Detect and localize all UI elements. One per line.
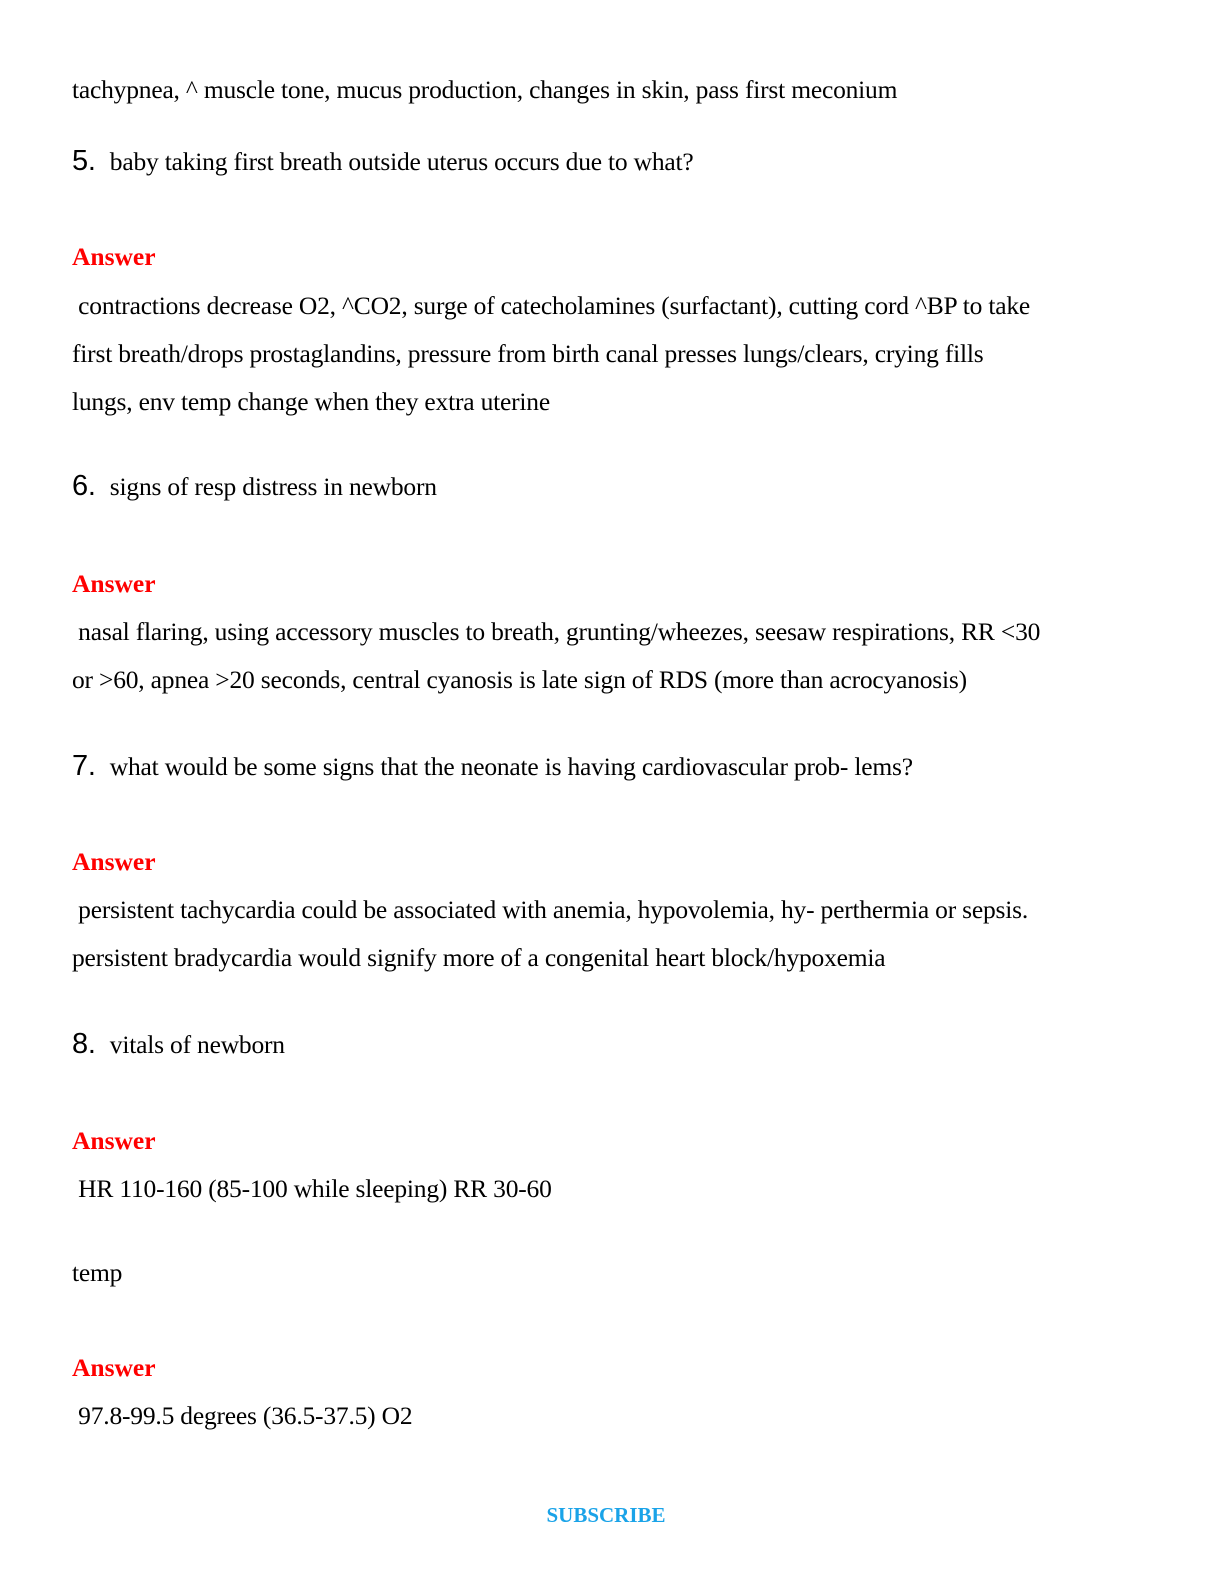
answer-text-7 bbox=[72, 886, 1152, 982]
answer-label-temp: Answer bbox=[72, 1353, 156, 1382]
question-number: 8. bbox=[72, 1028, 96, 1060]
answer-line: 97.8-99.5 degrees (36.5-37.5) O2 bbox=[72, 1401, 413, 1430]
question-text: vitals of newborn bbox=[109, 1030, 285, 1059]
answer-text-6 bbox=[72, 608, 1152, 704]
question-6 bbox=[72, 470, 437, 503]
answer-line: first breath/drops prostaglandins, pressure from birth canal presses lungs/clears, crying fills bbox=[72, 339, 984, 368]
question-number: 6. bbox=[72, 470, 96, 502]
answer-line: HR 110-160 (85-100 while sleeping) RR 30-60 bbox=[72, 1174, 552, 1203]
answer-line: lungs, env temp change when they extra uterine bbox=[72, 387, 550, 416]
question-5 bbox=[72, 145, 694, 178]
answer-line: contractions decrease O2, ^CO2, surge of catecholamines (surfactant), cutting cord ^BP to take bbox=[72, 291, 1031, 320]
question-text: baby taking first breath outside uterus occurs due to what? bbox=[109, 147, 694, 176]
question-8 bbox=[72, 1028, 285, 1061]
answer-label-6: Answer bbox=[72, 569, 156, 598]
answer-line: nasal flaring, using accessory muscles to breath, grunting/wheezes, seesaw respirations, RR <30 bbox=[72, 617, 1041, 646]
question-7 bbox=[72, 750, 913, 783]
question-text: signs of resp distress in newborn bbox=[109, 472, 437, 501]
question-number: 7. bbox=[72, 750, 96, 782]
subscribe-link[interactable]: SUBSCRIBE bbox=[546, 1503, 666, 1527]
answer-line: persistent bradycardia would signify more of a congenital heart block/hypoxemia bbox=[72, 943, 886, 972]
question-number: 5. bbox=[72, 145, 96, 177]
answer-text-8 bbox=[72, 1165, 1152, 1213]
answer-label-7: Answer bbox=[72, 847, 156, 876]
answer-text-5 bbox=[72, 282, 1152, 426]
intro-line: tachypnea, ^ muscle tone, mucus production, changes in skin, pass first meconium bbox=[72, 75, 898, 104]
question-text: what would be some signs that the neonate is having cardiovascular prob- lems? bbox=[109, 752, 913, 781]
answer-line: persistent tachycardia could be associated with anemia, hypovolemia, hy- perthermia or sepsis. bbox=[72, 895, 1029, 924]
temp-question: temp bbox=[72, 1258, 123, 1287]
answer-label-8: Answer bbox=[72, 1126, 156, 1155]
answer-text-temp bbox=[72, 1392, 1152, 1440]
answer-label-5: Answer bbox=[72, 242, 156, 271]
answer-line: or >60, apnea >20 seconds, central cyanosis is late sign of RDS (more than acrocyanosis) bbox=[72, 665, 967, 694]
